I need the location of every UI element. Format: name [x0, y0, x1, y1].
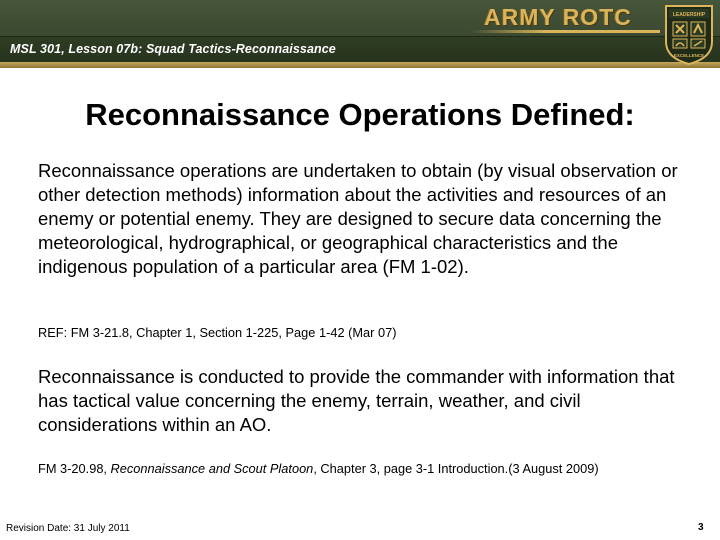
header-gold-stripe [0, 62, 720, 68]
army-rotc-logo-text: ARMY ROTC [484, 4, 632, 30]
svg-text:EXCELLENCE: EXCELLENCE [673, 53, 705, 58]
reference-citation-2 [38, 461, 698, 476]
reference-citation-1: REF: FM 3-21.8, Chapter 1, Section 1-225, Page 1-42 (Mar 07) [38, 325, 397, 340]
svg-text:LEADERSHIP: LEADERSHIP [672, 12, 706, 18]
lesson-title: MSL 301, Lesson 07b: Squad Tactics-Reconnaissance [10, 42, 336, 56]
rotc-shield-emblem [664, 2, 714, 66]
citation-suffix: , Chapter 3, page 3-1 Introduction.(3 August 2009) [313, 461, 599, 476]
definition-paragraph: Reconnaissance operations are undertaken to obtain (by visual observation or other detection methods) information about the activities and resources of an enemy or potential enemy. They are designed to secure data concerning the meteorological, hydrographical, or geographical characteristics and the indigenous population of a particular area (FM 1-02). [38, 160, 678, 277]
revision-date: Revision Date: 31 July 2011 [6, 523, 130, 534]
slide-header [0, 0, 720, 62]
slide-title: Reconnaissance Operations Defined: [85, 97, 635, 132]
citation-title: Reconnaissance and Scout Platoon [110, 461, 314, 476]
citation-prefix: FM 3-20.98, [38, 461, 111, 476]
purpose-paragraph: Reconnaissance is conducted to provide the commander with information that has tactical value concerning the enemy, terrain, weather, and civil considerations within an AO. [38, 366, 675, 435]
page-number: 3 [698, 522, 704, 533]
